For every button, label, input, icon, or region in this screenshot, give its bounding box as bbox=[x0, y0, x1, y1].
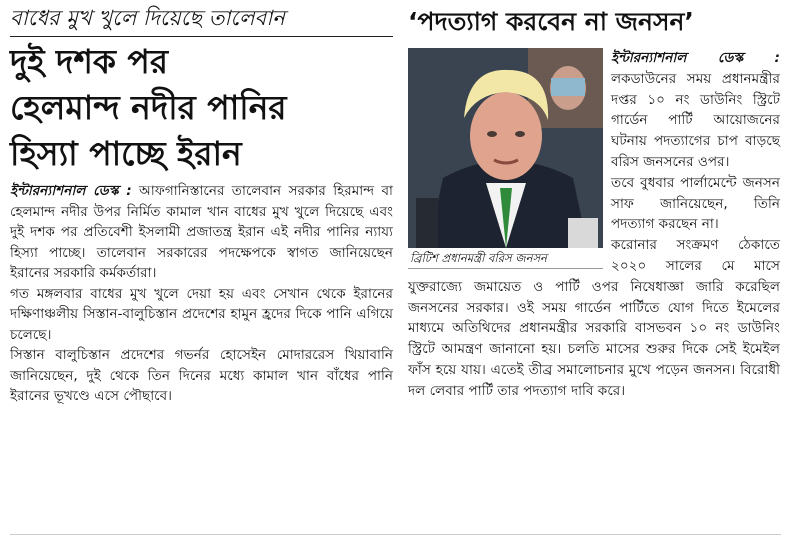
boris-johnson-photo bbox=[408, 48, 603, 248]
left-kicker: বাধের মুখ খুলে দিয়েছে তালেবান bbox=[10, 4, 393, 37]
right-article bbox=[408, 0, 780, 402]
left-headline bbox=[10, 39, 393, 177]
headline-line-3: হিস্যা পাচ্ছে ইরান bbox=[10, 134, 242, 173]
right-headline: ‘পদত্যাগ করবেন না জনসন’ bbox=[408, 7, 694, 36]
left-byline: ইন্টারন্যাশনাল ডেস্ক : bbox=[10, 183, 132, 199]
right-paragraph-3: করোনার সংক্রমণ ঠেকাতে ২০২০ সালের মে মাসে যুক্তরাজ্যে জমায়েত ও পার্টি ওপর নিষেধাজ্ঞা জারি করেছিল জনসনের সরকার। ওই সময় গার্ডেন পার্টিতে যোগ দিতে ইমেলের মাধ্যমে অতিথিদের প্রধানমন্ত্রীর সরকারি বাসভবন ১০ নং ডাউনিং স্ট্রিটে আমন্ত্রণ জানানো হয়। চলতি মাসের শুরুর দিকে সেই ইমেইল ফাঁস হয়ে যায়। এতেই তীব্র সমালোচনার মুখে পড়েন জনসন। বিরোধী দল লেবার পার্টি তার পদত্যাগ দাবি করে। bbox=[408, 237, 780, 399]
right-paragraph-2: তবে বুধবার পার্লামেন্টে জনসন সাফ জানিয়েছেন, তিনি পদত্যাগ করছেন না। bbox=[611, 174, 780, 233]
portrait-illustration bbox=[408, 48, 603, 248]
left-article bbox=[10, 0, 393, 407]
photo-caption: ব্রিটিশ প্রধানমন্ত্রী বরিস জনসন bbox=[408, 248, 603, 269]
right-paragraph-1: ইন্টারন্যাশনাল ডেস্ক : লকডাউনের সময় প্রধানমন্ত্রীর দপ্তর ১০ নং ডাউনিং স্ট্রিটে গার্ডেন পার্টি আয়োজনের ঘটনায় পদত্যাগের চাপ বাড়ছে বরিস জনসনের ওপর। bbox=[611, 50, 780, 170]
headline-line-1: দুই দশক পর bbox=[10, 42, 168, 81]
left-paragraph-1: ইন্টারন্যাশনাল ডেস্ক : আফগানিস্তানের তালেবান সরকার হিরমান্দ বা হেলমান্দ নদীর উপর নির্মিত কামাল খান বাধের মুখ খুলে দিয়েছে এবং দুই দশক পর প্রতিবেশী ইসলামী প্রজাতন্ত্র ইরান এই নদীর পানির ন্যায্য হিস্যা পাচ্ছে। তালেবান সরকারের পদক্ষেপকে স্বাগত জানিয়েছেন ইরানের সরকারি কর্মকর্তারা। bbox=[10, 183, 393, 281]
left-paragraph-3: সিস্তান বালুচিস্তান প্রদেশের গভর্নর হোসেইন মোদাররেস খিয়াবানি জানিয়েছেন, দুই থেকে তিন দিনের মধ্যে কামাল খান বাঁধের পানি ইরানের ভূখণ্ডে এসে পৌছাবে। bbox=[10, 347, 393, 404]
bottom-rule bbox=[10, 534, 781, 535]
headline-line-2: হেলমান্দ নদীর পানির bbox=[10, 88, 287, 127]
right-body bbox=[408, 48, 780, 402]
left-paragraph-2: গত মঙ্গলবার বাধের মুখ খুলে দেয়া হয় এবং সেখান থেকে ইরানের দক্ষিণাঞ্চলীয় সিস্তান-বালুচিস্তান প্রদেশের হামুন হ্রদের দিকে পানি এগিয়ে চলেছে। bbox=[10, 285, 393, 343]
photo-block bbox=[408, 48, 603, 269]
right-byline: ইন্টারন্যাশনাল ডেস্ক : bbox=[611, 50, 780, 66]
